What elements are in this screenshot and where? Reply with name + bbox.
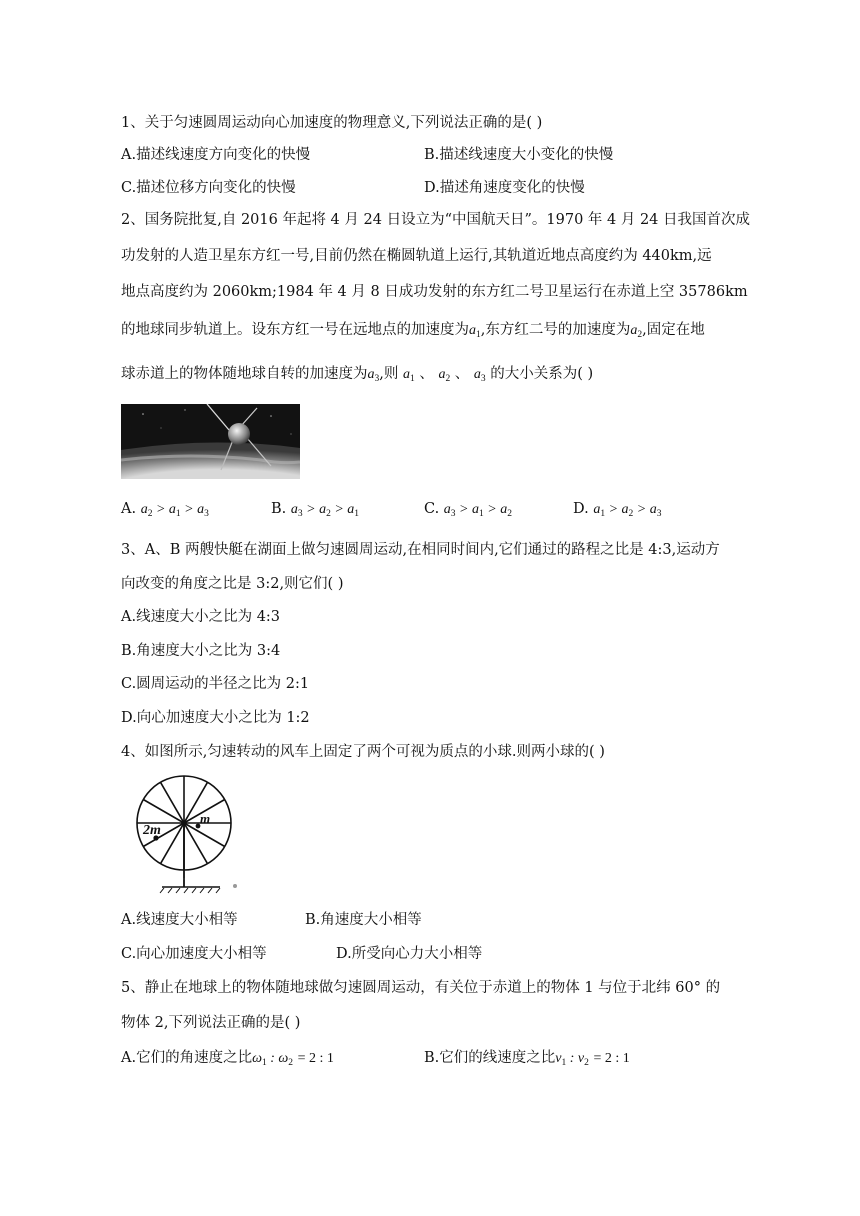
q3-option-b: B.角速度大小之比为 3:4 (121, 643, 281, 659)
q2-line-4-text-c: ,固定在地 (642, 322, 705, 338)
q3-line-2: 向改变的角度之比是 3:2,则它们( ) (121, 576, 344, 592)
q2-line-4 (121, 320, 705, 345)
q5-line-2: 物体 2,下列说法正确的是( ) (121, 1015, 301, 1031)
q2-line-5-text-a: 球赤道上的物体随地球自转的加速度为 (121, 366, 368, 382)
symbol-a1: $a_1$ (402, 367, 415, 384)
symbol-a2: $a_2$ (438, 367, 451, 384)
option-text: A.它们的角速度之比 (121, 1050, 253, 1066)
q4-stem: 4、如图所示,匀速转动的风车上固定了两个可视为质点的小球.则两小球的( ) (121, 744, 605, 760)
q5-option-a (121, 1048, 334, 1073)
satellite-photo (121, 404, 300, 479)
q5-option-b (424, 1048, 630, 1073)
q4-option-b: B.角速度大小相等 (305, 912, 422, 928)
q3-option-c: C.圆周运动的半径之比为 2:1 (121, 676, 310, 692)
option-letter: A. (121, 501, 137, 517)
q2-option-d (573, 499, 661, 524)
q1-option-b: B.描述线速度大小变化的快慢 (424, 147, 614, 163)
q4-option-d: D.所受向心力大小相等 (336, 946, 483, 962)
option-text: B.它们的线速度之比 (424, 1050, 556, 1066)
label-2m: 2m (143, 823, 161, 838)
q2-line-1: 2、国务院批复,自 2016 年起将 4 月 24 日设立为“中国航天日”。1970 年 4 月 24 日我国首次成 (121, 212, 751, 228)
q2-line-5-text-b: ,则 (379, 366, 399, 382)
relation-expression: $a_2 > a_1 > a_3$ (140, 502, 209, 519)
q1-option-d: D.描述角速度变化的快慢 (424, 180, 585, 196)
stray-dot (233, 884, 237, 888)
option-letter: B. (271, 501, 287, 517)
q2-line-2: 功发射的人造卫星东方红一号,目前仍然在椭圆轨道上运行,其轨道近地点高度约为 440km,远 (121, 248, 712, 264)
q5-line-1: 5、静止在地球上的物体随地球做匀速圆周运动，有关位于赤道上的物体 1 与位于北纬 60° 的 (121, 980, 721, 996)
q3-line-1: 3、A、B 两艘快艇在湖面上做匀速圆周运动,在相同时间内,它们通过的路程之比是 4:3,运动方 (121, 542, 720, 558)
q1-stem: 1、关于匀速圆周运动向心加速度的物理意义,下列说法正确的是( ) (121, 115, 543, 131)
q2-line-4-text-a: 的地球同步轨道上。设东方红一号在远地点的加速度为 (121, 322, 469, 338)
symbol-a1: $a_1$ (469, 323, 481, 340)
relation-expression: $a_1 > a_2 > a_3$ (593, 502, 662, 519)
q2-line-4-text-b: ,东方红二号的加速度为 (480, 322, 631, 338)
q2-line-5 (121, 364, 593, 389)
q2-line-3: 地点高度约为 2060km;1984 年 4 月 8 日成功发射的东方红二号卫星运行在赤道上空 35786km (121, 284, 748, 300)
q2-option-c (424, 499, 512, 524)
relation-expression: $a_3 > a_2 > a_1$ (290, 502, 360, 519)
q2-option-a (121, 499, 209, 524)
ratio-value: = 2 : 1 (297, 1051, 334, 1066)
velocity-ratio: $v_1$ : $v_2$ (555, 1051, 589, 1068)
windmill-diagram (126, 772, 244, 894)
q1-option-c: C.描述位移方向变化的快慢 (121, 180, 296, 196)
q3-option-d: D.向心加速度大小之比为 1:2 (121, 710, 310, 726)
q4-option-a: A.线速度大小相等 (121, 912, 238, 928)
ratio-value: = 2 : 1 (593, 1051, 630, 1066)
q3-option-a: A.线速度大小之比为 4:3 (121, 609, 281, 625)
symbol-a3: $a_3$ (367, 367, 380, 384)
q2-line-5-text-d: 、 (454, 366, 470, 382)
omega-ratio: $\omega_1$ : $\omega_2$ (252, 1051, 294, 1068)
relation-expression: $a_3 > a_1 > a_2$ (443, 502, 512, 519)
q2-option-b (271, 499, 359, 524)
option-letter: C. (424, 501, 440, 517)
q2-line-5-text-e: 的大小关系为( ) (490, 366, 594, 382)
symbol-a2: $a_2$ (630, 323, 643, 340)
label-m: m (200, 811, 211, 826)
option-letter: D. (573, 501, 589, 517)
q1-option-a: A.描述线速度方向变化的快慢 (121, 147, 311, 163)
q2-line-5-text-c: 、 (419, 366, 434, 382)
symbol-a3: $a_3$ (473, 367, 486, 384)
q4-option-c: C.向心加速度大小相等 (121, 946, 267, 962)
